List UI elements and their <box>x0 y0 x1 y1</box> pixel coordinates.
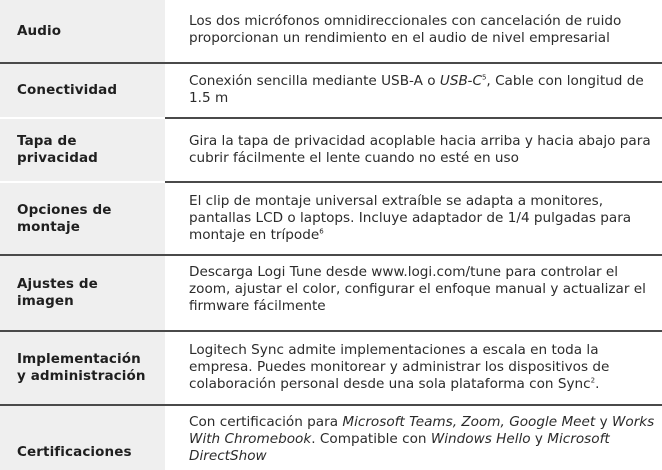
spec-value-line <box>189 227 658 244</box>
platform-names: With Chromebook <box>189 431 312 447</box>
spec-label-text: Tapa de <box>17 133 77 149</box>
spec-label-conectividad <box>0 64 165 117</box>
spec-label-audio <box>0 0 165 62</box>
spec-value-line <box>189 376 658 393</box>
spec-value-line: cubrir fácilmente el lente cuando no esté en uso <box>189 150 519 166</box>
spec-value-text: . Compatible con <box>311 431 431 447</box>
usb-c-text: USB-C <box>439 73 482 89</box>
spec-value-line: empresa. Puedes monitorear y administrar los dispositivos de <box>189 359 610 375</box>
spec-label-text: Ajustes de <box>17 276 98 292</box>
spec-label-text: imagen <box>17 293 74 309</box>
spec-value-certificaciones <box>165 406 662 470</box>
spec-row-implementacion <box>0 332 662 404</box>
spec-value-text: Conexión sencilla mediante USB-A o <box>189 73 440 89</box>
spec-value-text: , Cable con longitud de <box>486 73 644 89</box>
spec-label-montaje <box>0 183 165 254</box>
spec-value-text: colaboración personal desde una sola plataforma con Sync <box>189 376 591 392</box>
spec-value-line: Los dos micrófonos omnidireccionales con cancelación de ruido <box>189 13 622 29</box>
spec-row-montaje <box>0 183 662 254</box>
spec-row-certificaciones <box>0 406 662 470</box>
spec-label-text: privacidad <box>17 150 98 166</box>
spec-label-privacidad <box>0 119 165 181</box>
spec-value-line: Descarga Logi Tune desde www.logi.com/tune para controlar el <box>189 264 619 280</box>
spec-row-audio <box>0 0 662 62</box>
spec-value-line: proporcionan un rendimiento en el audio de nivel empresarial <box>189 30 610 46</box>
spec-label-text: Certificaciones <box>17 444 132 460</box>
spec-label-text: Audio <box>17 22 62 39</box>
spec-value-line: El clip de montaje universal extraíble se adapta a monitores, <box>189 193 604 209</box>
spec-value-implementacion <box>165 332 662 404</box>
spec-label-text: Conectividad <box>17 82 118 98</box>
spec-value-text: Con certificación para <box>189 414 343 430</box>
footnote-marker: 6 <box>319 227 324 236</box>
platform-names: Microsoft <box>547 431 610 447</box>
spec-value-line <box>189 448 658 465</box>
spec-value-line: 1.5 m <box>189 90 229 106</box>
spec-row-conectividad <box>0 64 662 117</box>
platform-names: DirectShow <box>189 448 267 464</box>
spec-value-text: . <box>595 376 600 392</box>
spec-row-imagen <box>0 256 662 330</box>
spec-value-line: pantallas LCD o laptops. Incluye adaptador de 1/4 pulgadas para <box>189 210 632 226</box>
spec-value-montaje <box>165 183 662 254</box>
spec-label-implementacion <box>0 332 165 404</box>
spec-value-privacidad <box>165 119 662 181</box>
spec-value-text: y <box>530 431 548 447</box>
platform-names: Microsoft Teams, Zoom, Google Meet <box>342 414 596 430</box>
spec-value-line <box>189 414 658 431</box>
spec-value-line <box>189 73 658 90</box>
footnote-marker: 5 <box>481 73 487 82</box>
spec-value-text: y <box>595 414 612 430</box>
spec-value-line: Gira la tapa de privacidad acoplable hacia arriba y hacia abajo para <box>189 133 651 149</box>
spec-value-imagen <box>165 256 662 330</box>
spec-value-text: montaje en trípode <box>189 227 320 243</box>
platform-names: Works <box>611 414 655 430</box>
spec-value-line: Logitech Sync admite implementaciones a escala en toda la <box>189 342 599 358</box>
spec-label-imagen <box>0 256 165 330</box>
platform-names: Windows Hello <box>430 431 531 447</box>
spec-value-line: firmware fácilmente <box>189 298 326 314</box>
spec-value-line <box>189 431 658 448</box>
spec-label-certificaciones <box>0 406 165 470</box>
spec-label-text: montaje <box>17 218 80 235</box>
spec-label-text: Opciones de <box>17 201 112 218</box>
spec-value-audio <box>165 0 662 62</box>
spec-label-text: y administración <box>17 368 146 384</box>
spec-row-privacidad <box>0 119 662 181</box>
spec-value-line: zoom, ajustar el color, configurar el enfoque manual y actualizar el <box>189 281 646 297</box>
spec-value-conectividad <box>165 64 662 117</box>
footnote-marker: 2 <box>590 376 596 385</box>
spec-label-text: Implementación <box>17 351 141 367</box>
